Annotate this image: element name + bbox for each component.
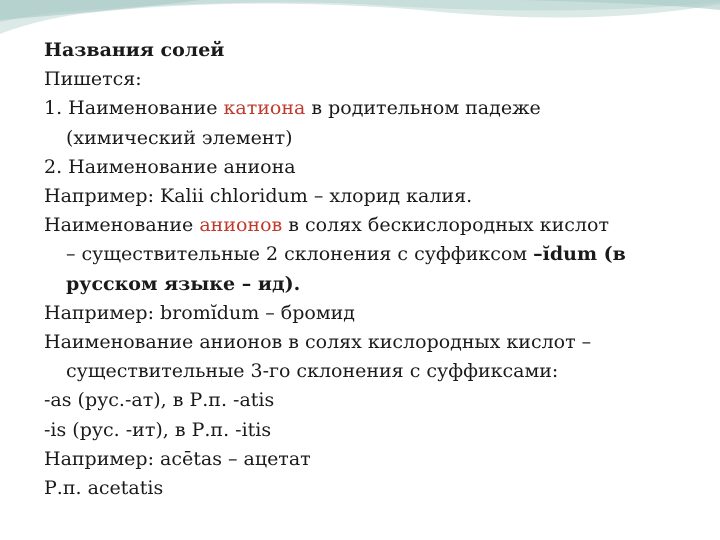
- text-line: (химический элемент): [66, 126, 293, 149]
- text-line: русском языке – ид).: [66, 272, 301, 295]
- text-line: -is (рус. -ит), в Р.п. -itis: [44, 418, 272, 441]
- text-line: Например: Kalii chloridum – хлорид калия.: [44, 185, 473, 208]
- suffix-bold: –ĭdum (в: [533, 243, 626, 266]
- text-line: – существительные 2 склонения с суффиксом –ĭdum (в: [66, 243, 626, 266]
- text-line: Наименование анионов в солях бескислородных кислот: [44, 214, 609, 237]
- text-line: -as (рус.-ат), в Р.п. -atis: [44, 389, 275, 412]
- text-line: Например: bromĭdum – бромид: [44, 301, 355, 324]
- slide-body: [44, 36, 694, 503]
- text-line: существительные 3-го склонения с суффиксами:: [66, 360, 559, 383]
- text-line: Например: acētas – ацетат: [44, 447, 311, 470]
- text-line: 1. Наименование катиона в родительном падеже: [44, 97, 541, 120]
- text-line: Пишется:: [44, 68, 142, 91]
- slide-title: Названия солей: [44, 39, 225, 61]
- text-line: Р.п. acetatis: [44, 477, 164, 500]
- text-line: Наименование анионов в солях кислородных кислот –: [44, 331, 592, 354]
- highlight-cation: катиона: [223, 97, 306, 120]
- text-line: 2. Наименование аниона: [44, 155, 296, 178]
- highlight-anions: анионов: [199, 214, 283, 237]
